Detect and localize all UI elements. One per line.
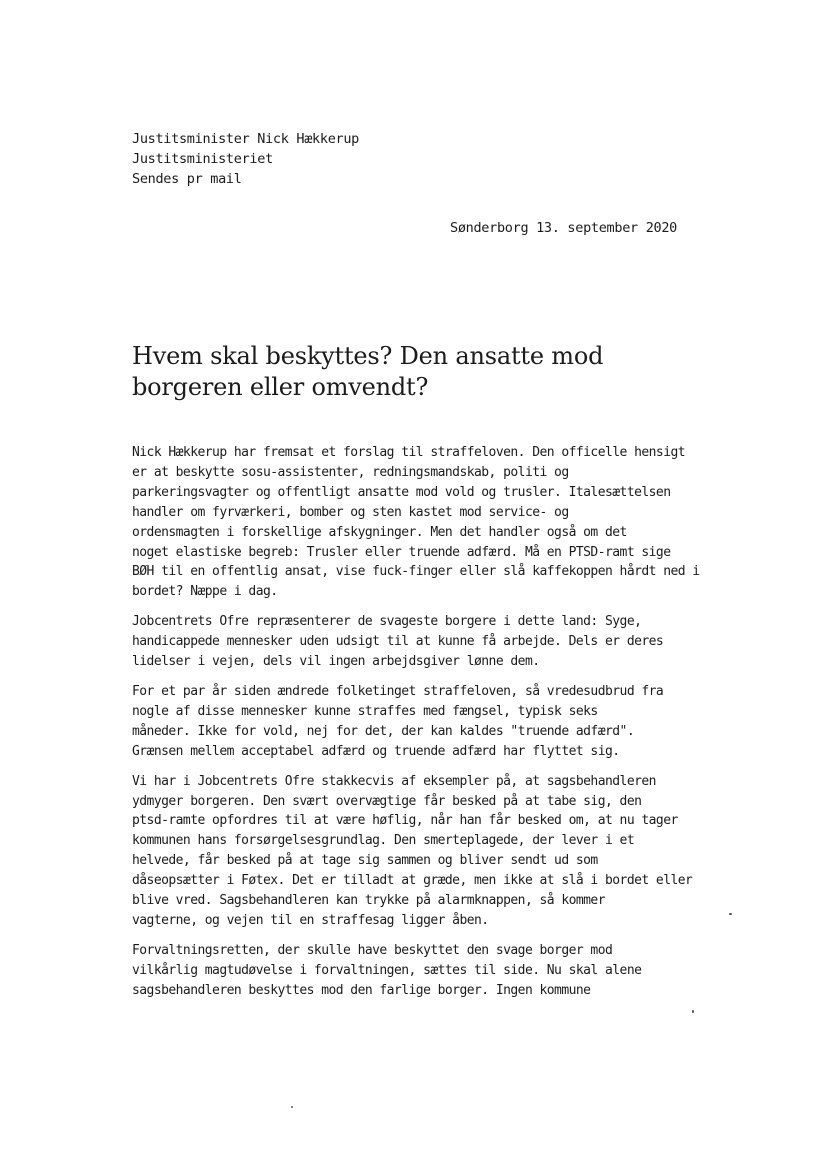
title-line: borgeren eller omvendt?	[132, 373, 429, 401]
body-line: Nick Hækkerup har fremsat et forslag til straffeloven. Den officelle hensigt	[132, 445, 686, 460]
body-line: nogle af disse mennesker kunne straffes med fængsel, typisk seks	[132, 703, 598, 719]
body-line: helvede, får besked på at tage sig sammen og bliver sendt ud som	[132, 853, 598, 869]
body-line: er at beskytte sosu-assistenter, redningsmandskab, politi og	[132, 464, 569, 480]
body-line: noget elastiske begreb: Trusler eller truende adfærd. Må en PTSD-ramt sige	[132, 544, 671, 560]
recipient-address	[132, 129, 359, 189]
scan-speck	[729, 913, 732, 915]
body-line: Grænsen mellem acceptabel adfærd og truende adfærd har flyttet sig.	[132, 743, 620, 759]
body-paragraph	[132, 682, 692, 762]
body-line: måneder. Ikke for vold, nej for det, der kan kaldes "truende adfærd".	[132, 723, 635, 739]
letter-body	[132, 443, 700, 1011]
body-line: Forvaltningsretten, der skulle have beskyttet den svage borger mod	[132, 942, 613, 958]
body-line: For et par år siden ændrede folketinget straffeloven, så vredesudbrud fra	[132, 683, 664, 699]
body-paragraph	[132, 443, 700, 602]
body-line: lidelser i vejen, dels vil ingen arbejdsgiver lønne dem.	[132, 654, 540, 670]
body-line: ptsd-ramte opfordres til at være høflig, når han får besked om, at nu tager	[132, 813, 678, 829]
title-line: Hvem skal beskyttes? Den ansatte mod	[132, 342, 604, 370]
body-paragraph	[132, 772, 692, 931]
body-line: dåseopsætter i Føtex. Det er tilladt at græde, men ikke at slå i bordet eller	[132, 873, 693, 889]
recipient-name: Justitsminister Nick Hækkerup	[132, 131, 360, 147]
body-line: kommunen hans forsørgelsesgrundlag. Den smerteplagede, der lever i et	[132, 833, 635, 849]
recipient-ministry: Justitsministeriet	[132, 151, 273, 167]
body-line: handler om fyrværkeri, bomber og sten kastet mod service- og	[132, 504, 569, 520]
scan-speck	[692, 1010, 694, 1013]
delivery-note: Sendes pr mail	[132, 171, 242, 187]
body-line: sagsbehandleren beskyttes mod den farlige borger. Ingen kommune	[132, 982, 591, 998]
scan-speck	[291, 1106, 293, 1108]
body-line: vagterne, og vejen til en straffesag ligger åben.	[132, 912, 489, 928]
letter-date: Sønderborg 13. september 2020	[450, 220, 678, 236]
body-line: bordet? Næppe i dag.	[132, 584, 278, 600]
body-line: ydmyger borgeren. Den svært overvægtige får besked på at tabe sig, den	[132, 793, 642, 809]
body-line: parkeringsvagter og offentligt ansatte mod vold og trusler. Italesættelsen	[132, 484, 671, 500]
body-line: blive vred. Sagsbehandleren kan trykke på alarmknappen, så kommer	[132, 893, 605, 909]
body-paragraph	[132, 612, 692, 672]
body-line: vilkårlig magtudøvelse i forvaltningen, sættes til side. Nu skal alene	[132, 962, 642, 978]
body-line: Jobcentrets Ofre repræsenterer de svageste borgere i dette land: Syge,	[132, 614, 642, 630]
letter-title	[132, 341, 692, 403]
body-line: handicappede mennesker uden udsigt til at kunne få arbejde. Dels er deres	[132, 634, 664, 650]
body-line: Vi har i Jobcentrets Ofre stakkecvis af eksempler på, at sagsbehandleren	[132, 773, 656, 789]
body-line: ordensmagten i forskellige afskygninger. Men det handler også om det	[132, 524, 627, 540]
body-line: BØH til en offentlig ansat, vise fuck-finger eller slå kaffekoppen hårdt ned i	[132, 564, 700, 580]
body-paragraph	[132, 941, 692, 1001]
